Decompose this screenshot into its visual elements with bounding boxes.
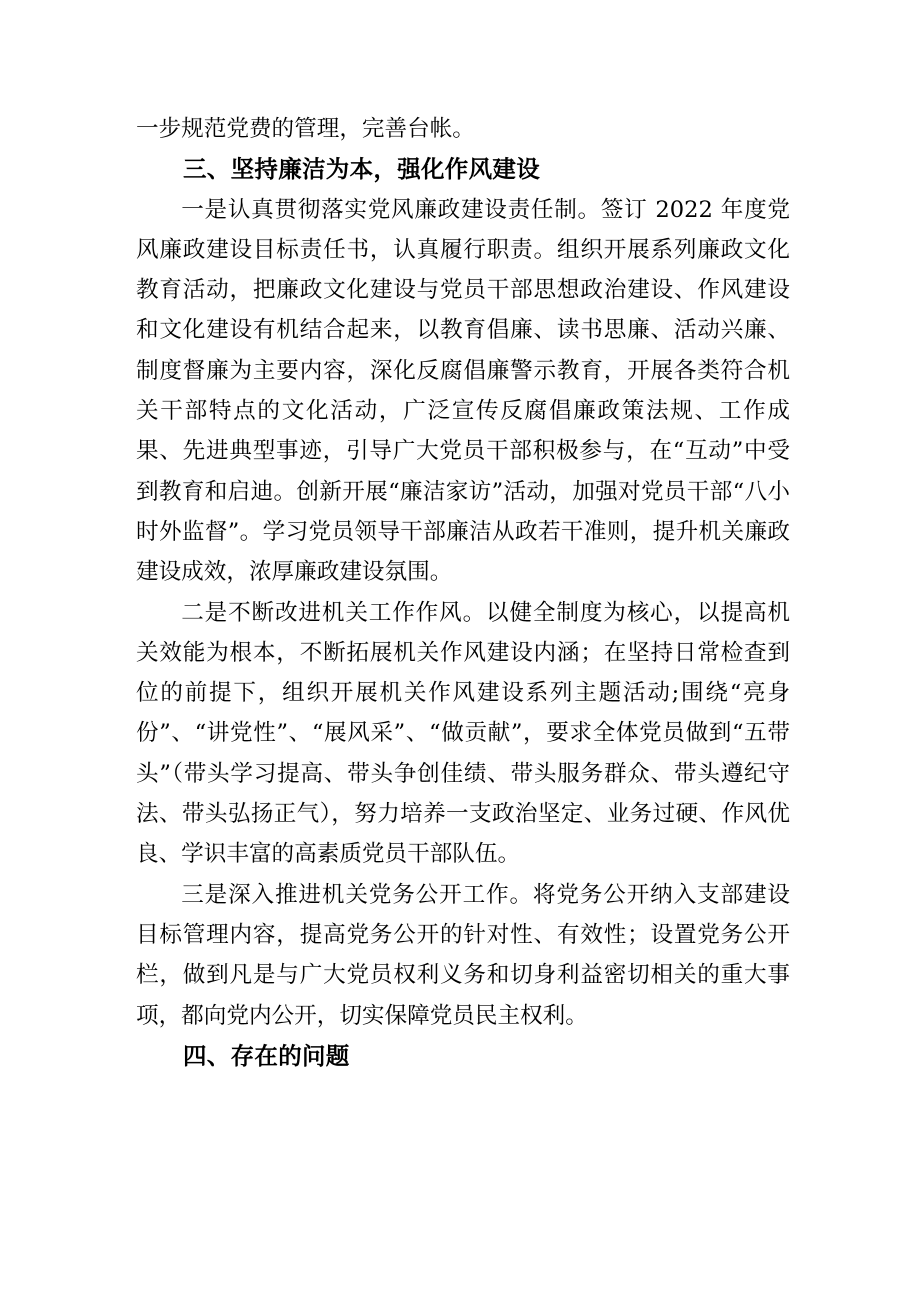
paragraph-party-affairs-disclosure: 三是深入推进机关党务公开工作。将党务公开纳入支部建设目标管理内容，提高党务公开的针对性、有效性；设置党务公开栏，做到凡是与广大党员权利义务和切身利益密切相关的重大事项，都向党内公开，切实保障党员民主权利。 (136, 881, 790, 1029)
document-body (136, 109, 790, 1076)
section-heading-4: 四、存在的问题 (183, 1041, 350, 1070)
section-heading-3: 三、坚持廉洁为本，强化作风建设 (183, 155, 540, 184)
paragraph-integrity-responsibility: 一是认真贯彻落实党风廉政建设责任制。签订 2022 年度党风廉政建设目标责任书，认真履行职责。组织开展系列廉政文化教育活动，把廉政文化建设与党员干部思想政治建设、作风建设和文化建设有机结合起来，以教育倡廉、读书思廉、活动兴廉、制度督廉为主要内容，深化反腐倡廉警示教育，开展各类符合机关干部特点的文化活动，广泛宣传反腐倡廉政策法规、工作成果、先进典型事迹，引导广大党员干部积极参与，在“互动”中受到教育和启迪。创新开展“廉洁家访”活动，加强对党员干部“八小时外监督”。学习党员领导干部廉洁从政若干准则，提升机关廉政建设成效，浓厚廉政建设氛围。 (136, 196, 790, 586)
paragraph-work-style: 二是不断改进机关工作作风。以健全制度为核心，以提高机关效能为根本，不断拓展机关作风建设内涵；在坚持日常检查到位的前提下，组织开展机关作风建设系列主题活动;围绕“亮身份”、“讲党性”、“展风采”、“做贡献”，要求全体党员做到“五带头”（带头学习提高、带头争创佳绩、带头服务群众、带头遵纪守法、带头弘扬正气），努力培养一支政治坚定、业务过硬、作风优良、学识丰富的高素质党员干部队伍。 (136, 599, 790, 868)
paragraph-continued: 一步规范党费的管理，完善台帐。 (136, 116, 475, 142)
